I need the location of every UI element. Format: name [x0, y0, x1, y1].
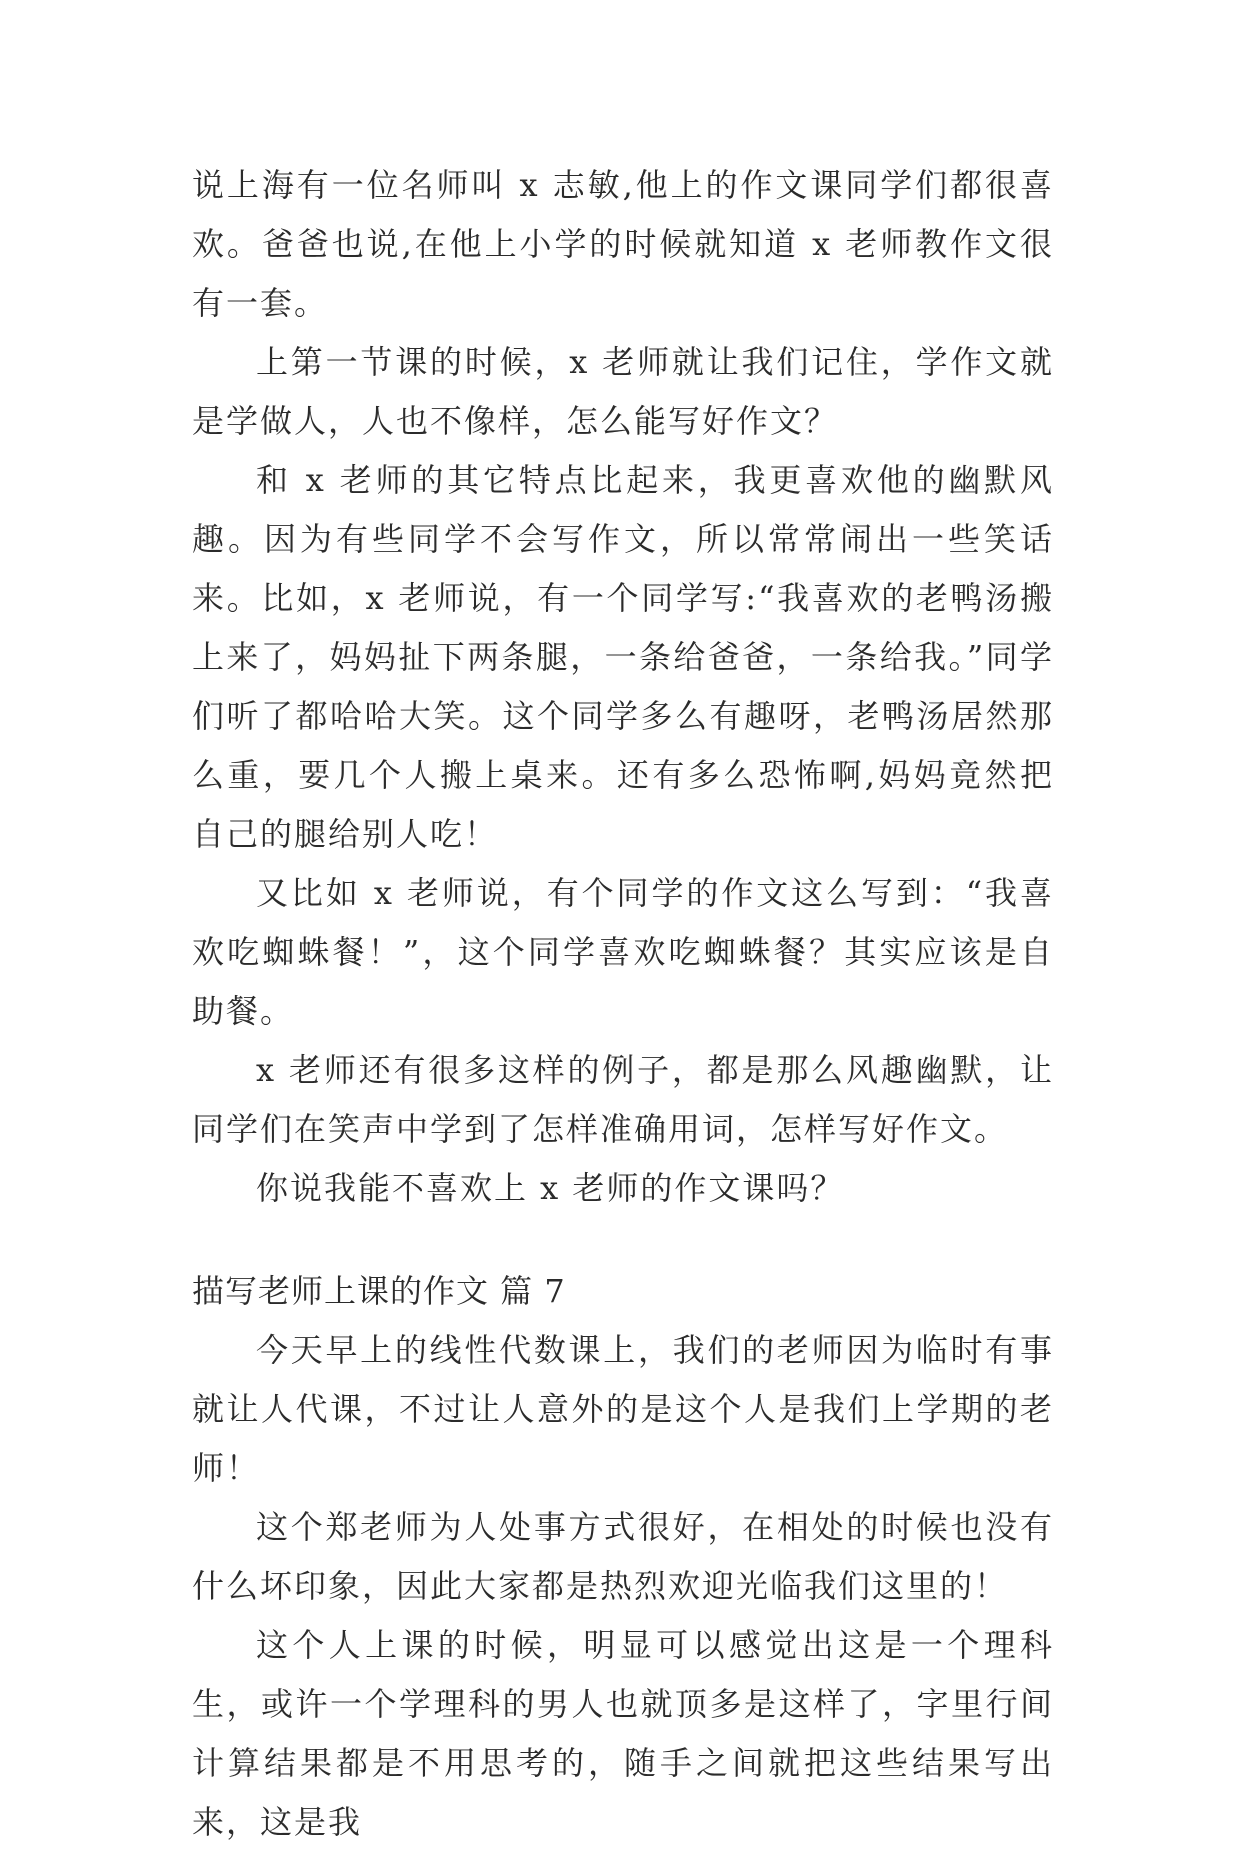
- paragraph: 这个郑老师为人处事方式很好，在相处的时候也没有什么坏印象，因此大家都是热烈欢迎光临我们这里的！: [192, 1508, 1054, 1605]
- paragraph: 上第一节课的时候，x 老师就让我们记住，学作文就是学做人，人也不像样，怎么能写好作文？: [192, 343, 1054, 440]
- section-spacer: [192, 1218, 1054, 1262]
- paragraph: 又比如 x 老师说，有个同学的作文这么写到：“我喜欢吃蜘蛛餐！”，这个同学喜欢吃蜘蛛餐？其实应该是自助餐。: [192, 874, 1054, 1030]
- paragraph: 和 x 老师的其它特点比起来，我更喜欢他的幽默风趣。因为有些同学不会写作文，所以常常闹出一些笑话来。比如，x 老师说，有一个同学写:“我喜欢的老鸭汤搬上来了，妈妈扯下两条腿，一条给爸爸，一条给我。”同学们听了都哈哈大笑。这个同学多么有趣呀，老鸭汤居然那么重，要几个人搬上桌来。还有多么恐怖啊,妈妈竟然把自己的腿给别人吃！: [192, 461, 1054, 853]
- paragraph: 你说我能不喜欢上 x 老师的作文课吗？: [256, 1169, 845, 1207]
- paragraph: 这个人上课的时候，明显可以感觉出这是一个理科生，或许一个学理科的男人也就顶多是这样了，字里行间计算结果都是不用思考的，随手之间就把这些结果写出来，这是我: [192, 1626, 1054, 1841]
- section-heading: 描写老师上课的作文 篇 7: [192, 1272, 566, 1310]
- document-body: [192, 156, 1054, 1852]
- paragraph: 今天早上的线性代数课上，我们的老师因为临时有事就让人代课，不过让人意外的是这个人是我们上学期的老师！: [192, 1331, 1054, 1487]
- paragraph: x 老师还有很多这样的例子，都是那么风趣幽默，让同学们在笑声中学到了怎样准确用词，怎样写好作文。: [192, 1051, 1054, 1148]
- paragraph: 说上海有一位名师叫 x 志敏,他上的作文课同学们都很喜欢。爸爸也说,在他上小学的时候就知道 x 老师教作文很有一套。: [192, 166, 1054, 322]
